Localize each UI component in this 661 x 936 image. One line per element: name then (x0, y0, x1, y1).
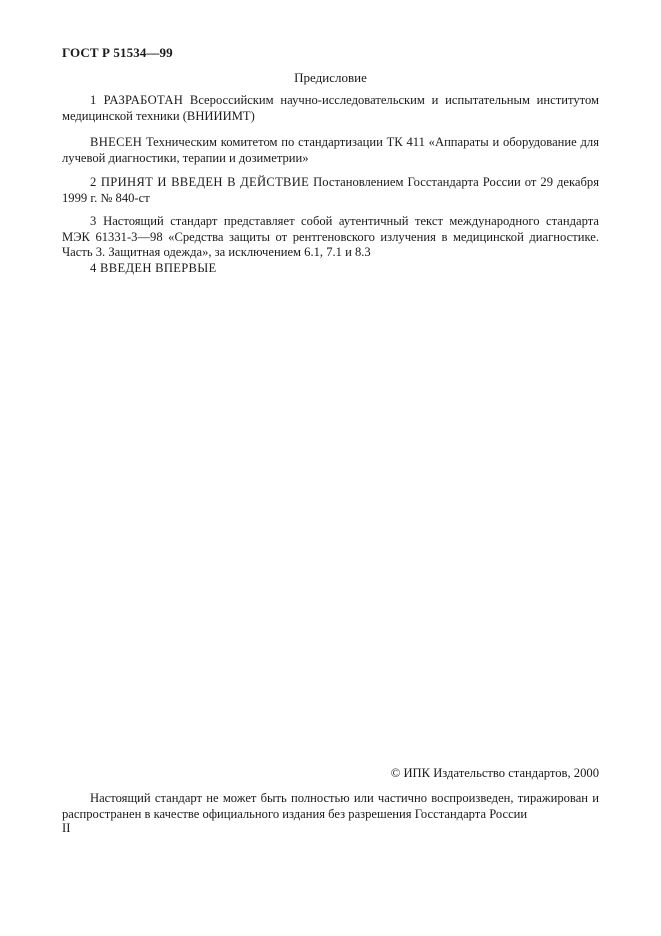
paragraph-text: Постановлением Госстандарта России от 29 декабря 1999 г. № 840-ст (62, 175, 600, 205)
paragraph-first-introduced (62, 261, 599, 277)
paragraph-lead: 1 РАЗРАБОТАН (90, 93, 184, 107)
paragraph-text: Техническим комитетом по стандартизации ТК 411 «Аппараты и оборудование для лучевой диагностики, терапии и дозиметрии» (62, 135, 599, 165)
paragraph-introduced-by (62, 135, 599, 166)
paragraph-lead: 4 ВВЕДЕН ВПЕРВЫЕ (90, 261, 217, 275)
reproduction-notice: Настоящий стандарт не может быть полностью или частично воспроизведен, тиражирован и распространен в качестве официального издания без разрешения Госстандарта России (62, 791, 599, 821)
copyright-line: © ИПК Издательство стандартов, 2000 (390, 766, 599, 780)
paragraph-authentic-text (62, 214, 599, 261)
paragraph-text: Настоящий стандарт представляет собой аутентичный текст международного стандарта МЭК 61331-3—98 «Средства защиты от рентгеновского излучения в медицинской диагностике. Часть 3. Защитная одежда», за исключением 6.1, 7.1 и 8.3 (62, 214, 599, 259)
section-title-foreword: Предисловие (294, 70, 367, 85)
paragraph-lead: 2 ПРИНЯТ И ВВЕДЕН В ДЕЙСТВИЕ (90, 175, 310, 189)
paragraph-lead: 3 (90, 214, 97, 228)
paragraph-adopted (62, 175, 599, 206)
document-code-header: ГОСТ Р 51534—99 (62, 45, 173, 60)
page-number: II (62, 821, 71, 835)
paragraph-text: Всероссийским научно-исследовательским и испытательным институтом медицинской техники (ВНИИИМТ) (62, 93, 599, 123)
paragraph-developed-by (62, 93, 599, 124)
paragraph-lead: ВНЕСЕН (90, 135, 143, 149)
